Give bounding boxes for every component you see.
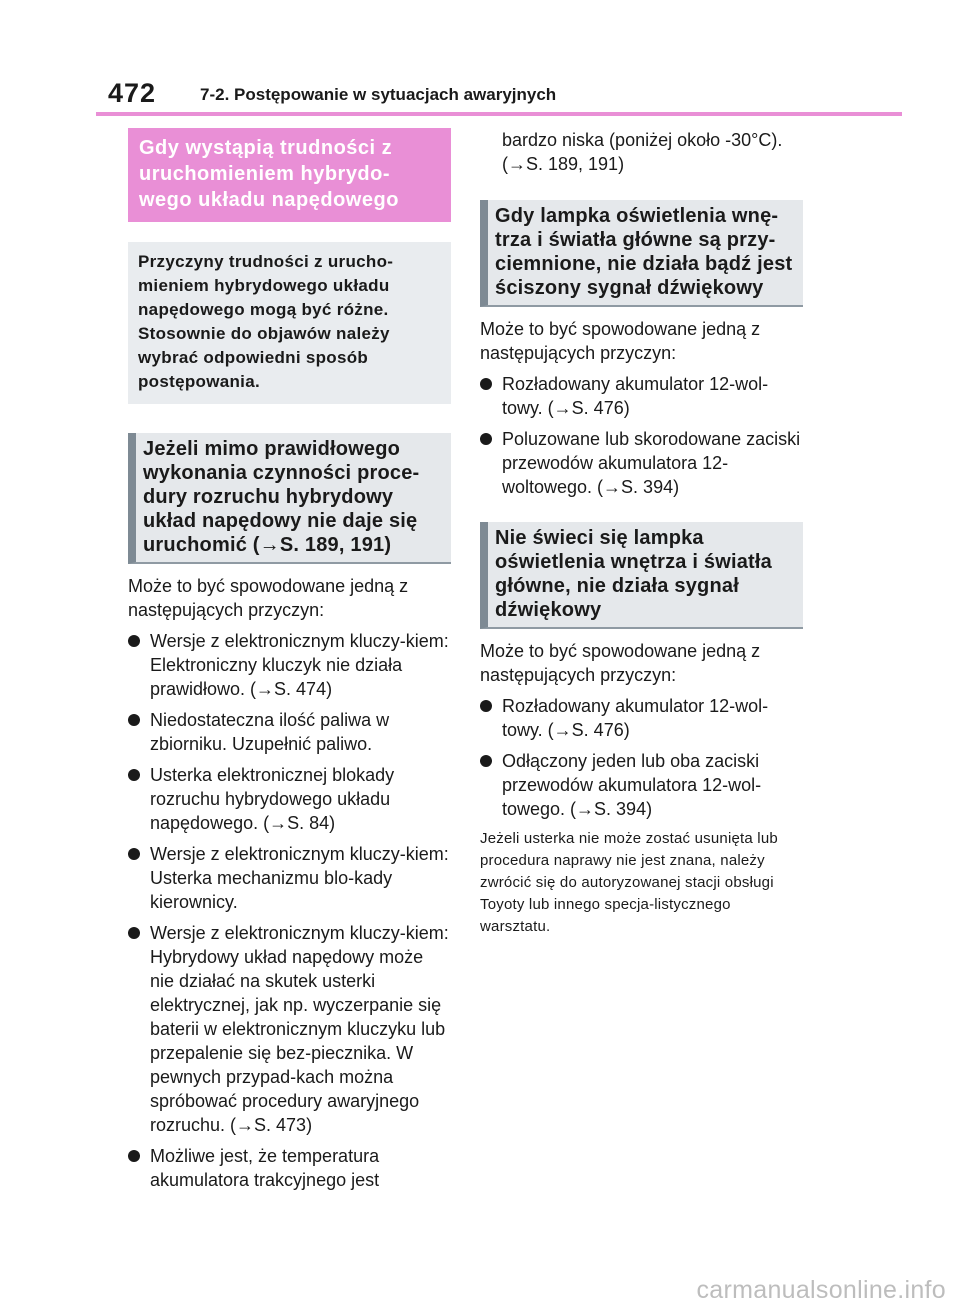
left-column [128, 128, 451, 1192]
section-heading-start-failure: Jeżeli mimo prawidłowego wykonania czynności proce-dury rozruchu hybrydowy układ napędowy nie daje się uruchomić (→S. 189, 191) [128, 433, 451, 564]
cause-list [128, 629, 451, 1192]
list-item [128, 1144, 451, 1192]
list-item-text: Usterka elektronicznej blokady rozruchu hybrydowego układu napędowego. (→S. 84) [150, 765, 395, 833]
lead-paragraph: Może to być spowodowane jedną z następujących przyczyn: [128, 576, 409, 620]
list-item [128, 921, 451, 1137]
list-item-text: Możliwe jest, że temperatura akumulatora trakcyjnego jest [150, 1146, 380, 1190]
bullet-icon [128, 635, 140, 647]
list-item-text: Wersje z elektronicznym kluczy-kiem: Usterka mechanizmu blo-kady kierownicy. [150, 844, 449, 912]
list-item-text: Rozładowany akumulator 12-wol-towy. (→S. 476) [502, 374, 769, 418]
bullet-icon [128, 927, 140, 939]
list-item [480, 372, 803, 420]
list-item-text: Poluzowane lub skorodowane zaciski przewodów akumulatora 12-woltowego. (→S. 394) [502, 429, 801, 497]
list-item-text: Wersje z elektronicznym kluczy-kiem: Hybrydowy układ napędowy może nie działać na skutek usterki elektrycznej, jak np. wyczerpanie się baterii w elektronicznym kluczyku lub przepalenie się bez-piecznika. W pewnych przypad-kach można spróbować procedury awaryjnego rozruchu. (→S. 473) [150, 923, 449, 1135]
list-item [480, 694, 803, 742]
chapter-title: 7-2. Postępowanie w sytuacjach awaryjnych [200, 85, 557, 104]
list-item-text: Niedostateczna ilość paliwa w zbiorniku. Uzupełnić paliwo. [150, 710, 390, 754]
bullet-icon [128, 848, 140, 860]
intro-box: Przyczyny trudności z urucho-mieniem hybrydowego układu napędowego mogą być różne. Stosownie do objawów należy wybrać odpowiedni sposób postępowania. [128, 242, 451, 404]
header-rule [96, 112, 902, 116]
section-heading-no-lights: Nie świeci się lampka oświetlenia wnętrza i światła główne, nie działa sygnał dźwiękowy [480, 522, 803, 629]
list-item [128, 629, 451, 701]
bullet-icon [480, 378, 492, 390]
service-note: Jeżeli usterka nie może zostać usunięta lub procedura naprawy nie jest znana, należy zwrócić się do autoryzowanej stacji obsługi Toyoty lub innego specja-listycznego warsztatu. [480, 830, 778, 935]
list-item-text: Odłączony jeden lub oba zaciski przewodów akumulatora 12-wol-towego. (→S. 394) [502, 751, 762, 819]
bullet-icon [128, 714, 140, 726]
list-item-text: Rozładowany akumulator 12-wol-towy. (→S. 476) [502, 696, 769, 740]
bullet-icon [128, 769, 140, 781]
watermark: carmanualsonline.info [696, 1276, 946, 1304]
list-item [128, 708, 451, 756]
lead-paragraph: Może to być spowodowane jedną z następujących przyczyn: [480, 641, 761, 685]
list-item [128, 842, 451, 914]
cause-list [480, 694, 803, 821]
cause-list [480, 372, 803, 499]
lead-paragraph: Może to być spowodowane jedną z następujących przyczyn: [480, 319, 761, 363]
list-item-text: Wersje z elektronicznym kluczy-kiem: Elektroniczny kluczyk nie działa prawidłowo. (→S. 474) [150, 631, 449, 699]
list-item [480, 749, 803, 821]
list-item [128, 763, 451, 835]
bullet-icon [480, 433, 492, 445]
right-column [480, 128, 803, 938]
list-item [480, 427, 803, 499]
bullet-icon [480, 755, 492, 767]
topic-banner: Gdy wystąpią trudności z uruchomieniem hybrydo-wego układu napędowego [128, 128, 451, 222]
bullet-icon [480, 700, 492, 712]
page-number: 472 [108, 78, 157, 108]
section-heading-dim-lights: Gdy lampka oświetlenia wnę-trza i światła główne są przy-ciemnione, nie działa bądź jest ściszony sygnał dźwiękowy [480, 200, 803, 307]
continuation-text: bardzo niska (poniżej około -30°C). (→S. 189, 191) [502, 130, 783, 174]
bullet-icon [128, 1150, 140, 1162]
